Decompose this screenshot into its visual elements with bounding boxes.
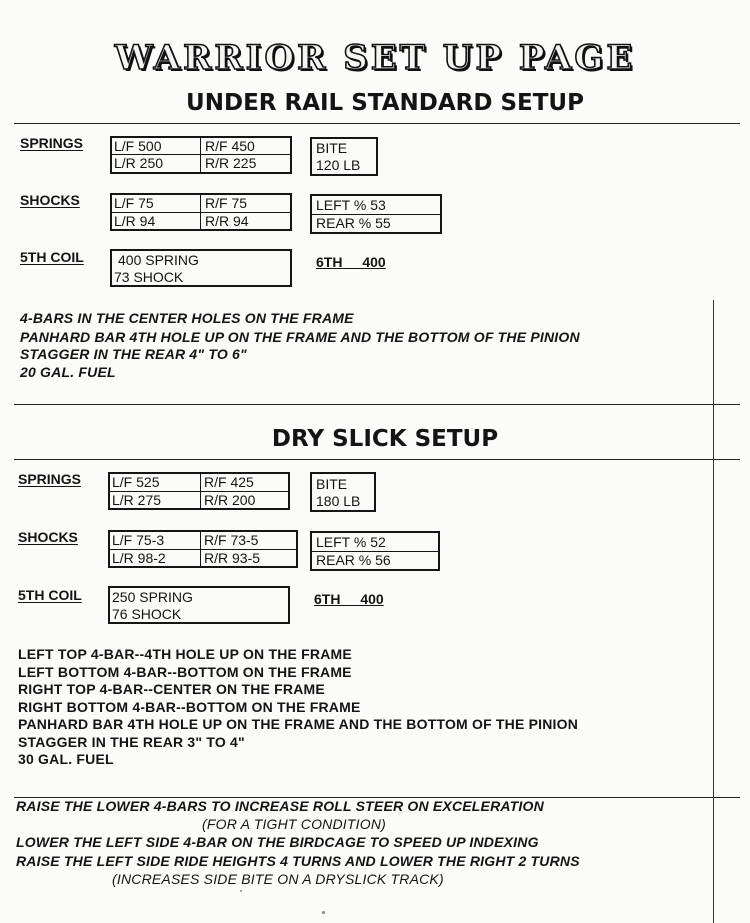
fifth-coil-shock: 76 SHOCK: [112, 606, 182, 622]
springs-label: SPRINGS: [20, 135, 84, 151]
fifth-coil-box: [110, 249, 292, 287]
left-percent: LEFT % 52: [316, 534, 386, 550]
spring-rf: R/F 450: [205, 138, 255, 154]
fifth-coil-spring: 400 SPRING: [118, 252, 199, 268]
fifth-coil-label: 5TH COIL: [20, 249, 84, 265]
note-line: 20 GAL. FUEL: [20, 364, 116, 380]
sixth-coil: 6TH 400: [314, 591, 384, 607]
fifth-coil-box: [108, 586, 290, 624]
springs-table: [108, 472, 290, 510]
percent-box: [310, 194, 442, 234]
note-line: STAGGER IN THE REAR 3" TO 4": [18, 733, 245, 750]
note-line: STAGGER IN THE REAR 4" TO 6": [20, 346, 247, 362]
tip-line: RAISE THE LOWER 4-BARS TO INCREASE ROLL STEER ON EXCELERATION: [16, 798, 544, 814]
shocks-label: SHOCKS: [20, 192, 80, 208]
shock-rr: R/R 93-5: [204, 550, 261, 566]
note-line: LEFT TOP 4-BAR--4TH HOLE UP ON THE FRAME: [18, 646, 352, 662]
note-line: LEFT BOTTOM 4-BAR--BOTTOM ON THE FRAME: [18, 663, 352, 680]
spring-rf: R/F 425: [204, 474, 254, 490]
divider-line: [14, 404, 740, 405]
springs-label: SPRINGS: [18, 471, 82, 487]
note-line: RIGHT BOTTOM 4-BAR--BOTTOM ON THE FRAME: [18, 698, 361, 715]
fifth-coil-label: 5TH COIL: [18, 587, 82, 603]
bite-value: 120 LB: [316, 157, 361, 173]
shocks-table: [110, 193, 292, 231]
spring-lf: L/F 500: [114, 138, 162, 154]
bite-value: 180 LB: [316, 493, 361, 509]
spring-lr: L/R 250: [114, 155, 164, 171]
spring-lf: L/F 525: [112, 474, 160, 490]
page-title: WARRIOR SET UP PAGE: [114, 38, 636, 78]
percent-box: [310, 531, 440, 571]
bite-box: [310, 472, 376, 512]
left-percent: LEFT % 53: [316, 197, 386, 213]
scan-speck: [322, 911, 325, 914]
spring-lr: L/R 275: [112, 492, 162, 508]
shocks-table: [108, 530, 298, 568]
shocks-label: SHOCKS: [18, 529, 78, 545]
springs-table: [110, 136, 292, 174]
spring-rr: R/R 225: [205, 155, 257, 171]
bite-label: BITE: [316, 140, 348, 156]
tip-line: RAISE THE LEFT SIDE RIDE HEIGHTS 4 TURNS AND LOWER THE RIGHT 2 TURNS: [16, 853, 580, 869]
shock-lf: L/F 75: [114, 195, 154, 211]
bite-label: BITE: [316, 476, 348, 492]
shock-rr: R/R 94: [205, 213, 249, 229]
note-line: 30 GAL. FUEL: [18, 751, 114, 767]
shock-lr: L/R 94: [114, 213, 156, 229]
shock-rf: R/F 73-5: [204, 532, 259, 548]
spring-rr: R/R 200: [204, 492, 256, 508]
divider-line: [14, 459, 740, 460]
shock-rf: R/F 75: [205, 195, 248, 211]
notes-dry-slick: [18, 646, 578, 769]
tip-subline: (INCREASES SIDE BITE ON A DRYSLICK TRACK): [112, 871, 444, 887]
margin-line: [713, 300, 714, 923]
rear-percent: REAR % 55: [316, 215, 391, 231]
section-heading-dry-slick: DRY SLICK SETUP: [271, 426, 499, 452]
divider-line: [14, 123, 740, 124]
bite-box: [310, 137, 378, 176]
note-line: RIGHT TOP 4-BAR--CENTER ON THE FRAME: [18, 681, 325, 697]
sixth-coil: 6TH 400: [316, 254, 386, 270]
note-line: PANHARD BAR 4TH HOLE UP ON THE FRAME AND THE BOTTOM OF THE PINION: [20, 329, 580, 345]
notes-standard: [20, 309, 580, 381]
section-heading-standard: UNDER RAIL STANDARD SETUP: [186, 90, 584, 116]
note-line: 4-BARS IN THE CENTER HOLES ON THE FRAME: [20, 310, 354, 326]
shock-lf: L/F 75-3: [112, 532, 165, 548]
tip-subline: (FOR A TIGHT CONDITION): [202, 816, 386, 832]
fifth-coil-spring: 250 SPRING: [112, 589, 193, 605]
rear-percent: REAR % 56: [316, 552, 391, 568]
scan-speck: [240, 890, 242, 892]
shock-lr: L/R 98-2: [112, 550, 166, 566]
tip-line: LOWER THE LEFT SIDE 4-BAR ON THE BIRDCAGE TO SPEED UP INDEXING: [16, 834, 539, 850]
fifth-coil-shock: 73 SHOCK: [114, 269, 184, 285]
note-line: PANHARD BAR 4TH HOLE UP ON THE FRAME AND THE BOTTOM OF THE PINION: [18, 716, 579, 732]
